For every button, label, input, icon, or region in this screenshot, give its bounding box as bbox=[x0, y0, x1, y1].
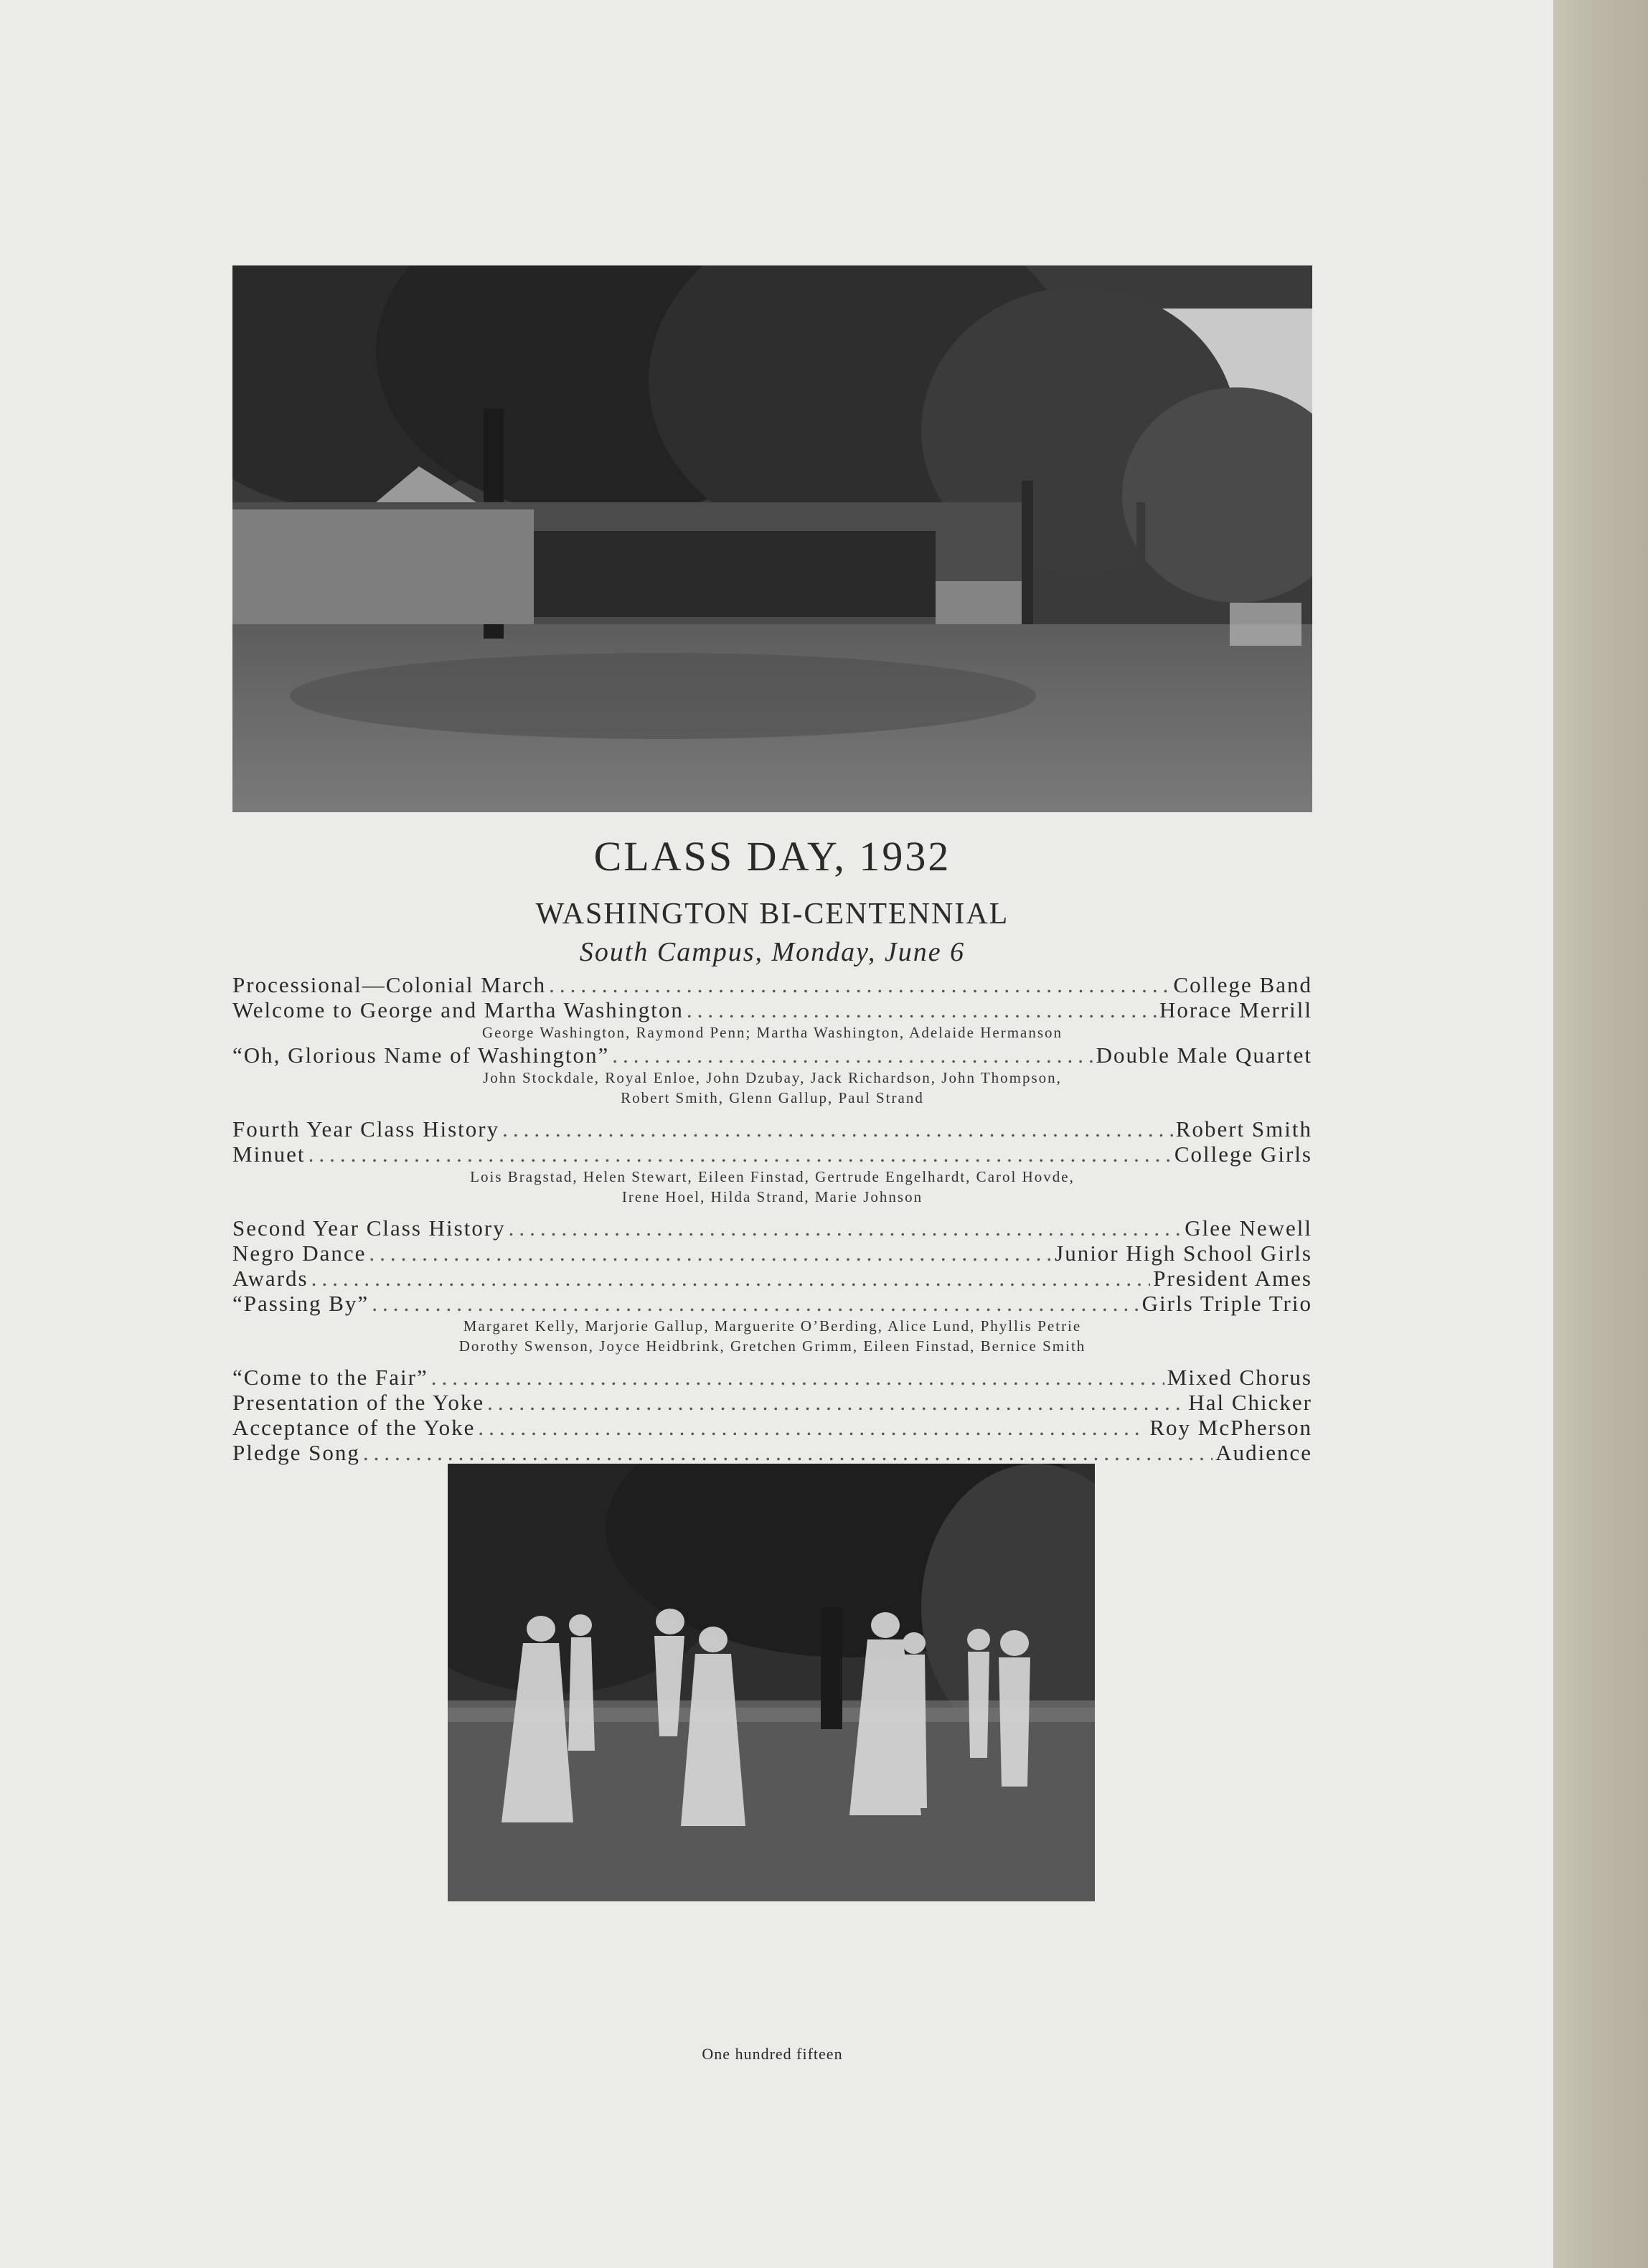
program-performer: President Ames bbox=[1153, 1266, 1312, 1291]
program-entry bbox=[232, 1116, 1312, 1142]
program-performer: Girls Triple Trio bbox=[1141, 1291, 1312, 1316]
program-entry bbox=[232, 1291, 1312, 1316]
program-entry bbox=[232, 1440, 1312, 1465]
program-performer: Junior High School Girls bbox=[1055, 1241, 1312, 1266]
program-entry bbox=[232, 997, 1312, 1022]
program-performer: Audience bbox=[1215, 1440, 1312, 1465]
dot-leader bbox=[309, 1142, 1172, 1167]
cast-names: Dorothy Swenson, Joyce Heidbrink, Gretchen Grimm, Eileen Finstad, Bernice Smith bbox=[458, 1337, 1086, 1355]
page-number: One hundred fifteen bbox=[702, 2045, 843, 2063]
program-item: Awards bbox=[232, 1266, 309, 1291]
program-list bbox=[232, 972, 1312, 1465]
dot-leader bbox=[372, 1291, 1139, 1317]
program-item: Processional—Colonial March bbox=[232, 972, 547, 997]
program-performer: Horace Merrill bbox=[1159, 997, 1312, 1022]
program-performer: College Band bbox=[1173, 972, 1312, 997]
program-item: Negro Dance bbox=[232, 1241, 367, 1266]
dot-leader bbox=[363, 1440, 1213, 1466]
program-entry bbox=[232, 972, 1312, 997]
program-entry bbox=[232, 1266, 1312, 1291]
program-performer: Hal Chicker bbox=[1188, 1390, 1312, 1415]
program-item: Second Year Class History bbox=[232, 1215, 506, 1241]
cast-names: John Stockdale, Royal Enloe, John Dzubay, Jack Richardson, John Thompson, bbox=[483, 1069, 1062, 1086]
cast-names: Lois Bragstad, Helen Stewart, Eileen Finstad, Gertrude Engelhardt, Carol Hovde, bbox=[470, 1168, 1075, 1185]
dot-leader bbox=[502, 1116, 1173, 1142]
minuet-dancers-image bbox=[448, 1464, 1095, 1901]
dot-leader bbox=[369, 1241, 1052, 1266]
page-subtitle: WASHINGTON BI-CENTENNIAL bbox=[535, 898, 1009, 931]
crowd-on-lawn-photo bbox=[232, 265, 1312, 812]
program-performer: Glee Newell bbox=[1185, 1215, 1312, 1241]
program-item: “Passing By” bbox=[232, 1291, 369, 1316]
program-entry bbox=[232, 1390, 1312, 1415]
event-location: South Campus, Monday, June 6 bbox=[579, 937, 966, 967]
program-entry bbox=[232, 1215, 1312, 1241]
page-title: CLASS DAY, 1932 bbox=[593, 833, 951, 880]
program-entry bbox=[232, 1142, 1312, 1167]
dot-leader bbox=[431, 1365, 1164, 1391]
dot-leader bbox=[478, 1415, 1146, 1441]
program-performer: Robert Smith bbox=[1175, 1116, 1312, 1142]
program-performer: College Girls bbox=[1174, 1142, 1312, 1167]
dot-leader bbox=[311, 1266, 1151, 1291]
cast-names: George Washington, Raymond Penn; Martha Washington, Adelaide Hermanson bbox=[481, 1024, 1063, 1041]
program-item: Minuet bbox=[232, 1142, 306, 1167]
cast-names: Margaret Kelly, Marjorie Gallup, Marguerite O’Berding, Alice Lund, Phyllis Petrie bbox=[463, 1317, 1082, 1335]
program-item: Pledge Song bbox=[232, 1440, 360, 1465]
cast-names: Irene Hoel, Hilda Strand, Marie Johnson bbox=[621, 1188, 923, 1205]
program-item: “Oh, Glorious Name of Washington” bbox=[232, 1043, 610, 1068]
program-item: Welcome to George and Martha Washington bbox=[232, 997, 684, 1022]
minuet-dancers-photo bbox=[448, 1464, 1095, 1901]
program-entry bbox=[232, 1365, 1312, 1390]
cast-names: Robert Smith, Glenn Gallup, Paul Strand bbox=[621, 1089, 924, 1106]
dot-leader bbox=[509, 1215, 1182, 1241]
program-item: Presentation of the Yoke bbox=[232, 1390, 485, 1415]
program-performer: Roy McPherson bbox=[1149, 1415, 1312, 1440]
dot-leader bbox=[549, 972, 1170, 998]
dot-leader bbox=[612, 1043, 1093, 1068]
paper-edge bbox=[1553, 0, 1648, 2268]
program-performer: Mixed Chorus bbox=[1167, 1365, 1312, 1390]
program-item: “Come to the Fair” bbox=[232, 1365, 428, 1390]
program-entry bbox=[232, 1415, 1312, 1440]
program-item: Acceptance of the Yoke bbox=[232, 1415, 476, 1440]
dot-leader bbox=[487, 1390, 1185, 1416]
crowd-on-lawn-image bbox=[232, 265, 1312, 812]
dot-leader bbox=[687, 997, 1157, 1023]
program-performer: Double Male Quartet bbox=[1096, 1043, 1312, 1068]
program-item: Fourth Year Class History bbox=[232, 1116, 500, 1142]
program-entry bbox=[232, 1043, 1312, 1068]
program-entry bbox=[232, 1241, 1312, 1266]
